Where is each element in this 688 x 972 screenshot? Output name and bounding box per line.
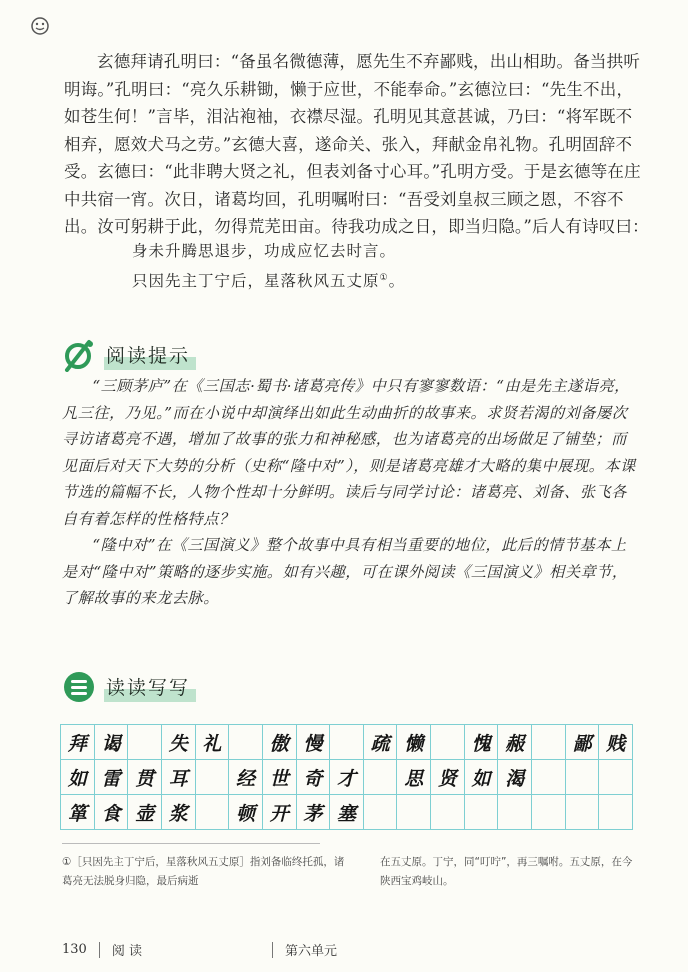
footer-section: 阅 读 <box>111 944 142 959</box>
read-write-header <box>62 670 196 704</box>
grid-cell: 世 <box>263 760 297 795</box>
grid-cell <box>599 795 633 830</box>
grid-cell: 赧 <box>498 725 532 760</box>
grid-cell <box>229 725 263 760</box>
grid-cell <box>498 795 532 830</box>
read-write-title: 读读写写 <box>104 673 196 702</box>
grid-cell: 失 <box>162 725 196 760</box>
grid-cell: 谒 <box>95 725 129 760</box>
reading-tips-icon <box>62 338 96 372</box>
grid-cell: 贯 <box>128 760 162 795</box>
page-number: 130 <box>62 942 87 957</box>
smiley-icon <box>30 16 50 36</box>
grid-cell: 开 <box>263 795 297 830</box>
read-write-icon <box>62 670 96 704</box>
vocabulary-grid <box>60 724 633 830</box>
reading-tips-paragraph-2: “隆中对”在《三国演义》整个故事中具有相当重要的地位，此后的情节基本上是对“隆中对”策略的逐步实施。如有兴趣，可在课外阅读《三国演义》相关章节，了解故事的来龙去脉。 <box>62 536 628 607</box>
poem-line-2-end: 。 <box>388 272 406 291</box>
grid-cell: 经 <box>229 760 263 795</box>
grid-cell: 贤 <box>431 760 465 795</box>
grid-cell: 礼 <box>196 725 230 760</box>
grid-cell: 雷 <box>95 760 129 795</box>
footnote-divider <box>62 843 320 844</box>
grid-cell <box>196 795 230 830</box>
grid-cell: 傲 <box>263 725 297 760</box>
footer-unit: 第六单元 <box>284 944 337 959</box>
reading-tips-body <box>62 373 637 612</box>
poem <box>132 238 405 295</box>
footer-divider <box>272 942 273 958</box>
grid-cell: 奇 <box>297 760 331 795</box>
reading-tips-paragraph-1: “三顾茅庐”在《三国志·蜀书·诸葛亮传》中只有寥寥数语：“由是先主遂诣亮，凡三往，乃见。”而在小说中却演绎出如此生动曲折的故事来。求贤若渴的刘备屡次寻访诸葛亮不遇，增加了故事的张力和神秘感，也为诸葛亮的出场做足了铺垫；而见面后对天下大势的分析（史称“隆中对”），则是诸葛亮雄才大略的集中展现。本课节选的篇幅不长，人物个性却十分鲜明。读后与同学讨论：诸葛亮、刘备、张飞各自有着怎样的性格特点？ <box>62 377 636 528</box>
grid-cell: 如 <box>61 760 95 795</box>
grid-cell <box>566 760 600 795</box>
grid-cell: 如 <box>465 760 499 795</box>
footer-divider <box>99 942 100 958</box>
grid-cell: 顿 <box>229 795 263 830</box>
grid-cell: 渴 <box>498 760 532 795</box>
grid-cell <box>364 760 398 795</box>
grid-cell: 疏 <box>364 725 398 760</box>
grid-cell: 浆 <box>162 795 196 830</box>
grid-cell: 愧 <box>465 725 499 760</box>
grid-cell <box>364 795 398 830</box>
grid-cell <box>532 795 566 830</box>
grid-cell <box>532 760 566 795</box>
grid-cell: 慢 <box>297 725 331 760</box>
grid-cell <box>566 795 600 830</box>
grid-cell: 壶 <box>128 795 162 830</box>
grid-cell <box>397 795 431 830</box>
grid-cell: 箪 <box>61 795 95 830</box>
reading-tips-header <box>62 338 196 372</box>
poem-line-1: 身未升腾思退步，功成应忆去时言。 <box>132 242 397 260</box>
footnote-marker: ① <box>379 273 389 283</box>
story-text <box>64 48 649 241</box>
grid-cell: 思 <box>397 760 431 795</box>
grid-cell: 拜 <box>61 725 95 760</box>
poem-line-2-text: 只因先主丁宁后，星落秋风五丈原 <box>132 272 380 291</box>
grid-cell: 懒 <box>397 725 431 760</box>
story-paragraph: 玄德拜请孔明曰：“备虽名微德薄，愿先生不弃鄙贱，出山相助。备当拱听明诲。”孔明曰：“亮久乐耕锄，懒于应世，不能奉命。”玄德泣曰：“先生不出，如苍生何！”言毕，泪沾袍袖，衣襟尽湿。孔明见其意甚诚，乃曰：“将军既不相弃，愿效犬马之劳。”玄德大喜，遂命关、张入，拜献金帛礼物。孔明固辞不受。玄德曰：“此非聘大贤之礼，但表刘备寸心耳。”孔明方受。于是玄德等在庄中共宿一宵。次日，诸葛均回，孔明嘱咐曰：“吾受刘皇叔三顾之恩，不容不出。汝可躬耕于此，勿得荒芜田亩。待我功成之日，即当归隐。”后人有诗叹曰： <box>64 52 649 236</box>
footnote-right: 在五丈原。丁宁，同“叮咛”，再三嘱咐。五丈原，在今陕西宝鸡岐山。 <box>380 856 633 887</box>
grid-cell: 茅 <box>297 795 331 830</box>
grid-cell: 耳 <box>162 760 196 795</box>
grid-cell: 塞 <box>330 795 364 830</box>
grid-cell <box>599 760 633 795</box>
grid-cell: 食 <box>95 795 129 830</box>
grid-cell: 鄙 <box>566 725 600 760</box>
grid-cell <box>431 725 465 760</box>
footnote-left: ①［只因先主丁宁后，星落秋风五丈原］指刘备临终托孤，诸葛亮无法脱身归隐，最后病逝 <box>62 856 345 887</box>
page-footer <box>62 940 337 959</box>
grid-cell <box>532 725 566 760</box>
grid-cell <box>330 725 364 760</box>
grid-cell <box>196 760 230 795</box>
grid-cell: 才 <box>330 760 364 795</box>
grid-cell <box>431 795 465 830</box>
grid-cell <box>465 795 499 830</box>
poem-line-2 <box>132 265 405 295</box>
grid-cell: 贱 <box>599 725 633 760</box>
grid-cell <box>128 725 162 760</box>
reading-tips-title: 阅读提示 <box>104 341 196 370</box>
